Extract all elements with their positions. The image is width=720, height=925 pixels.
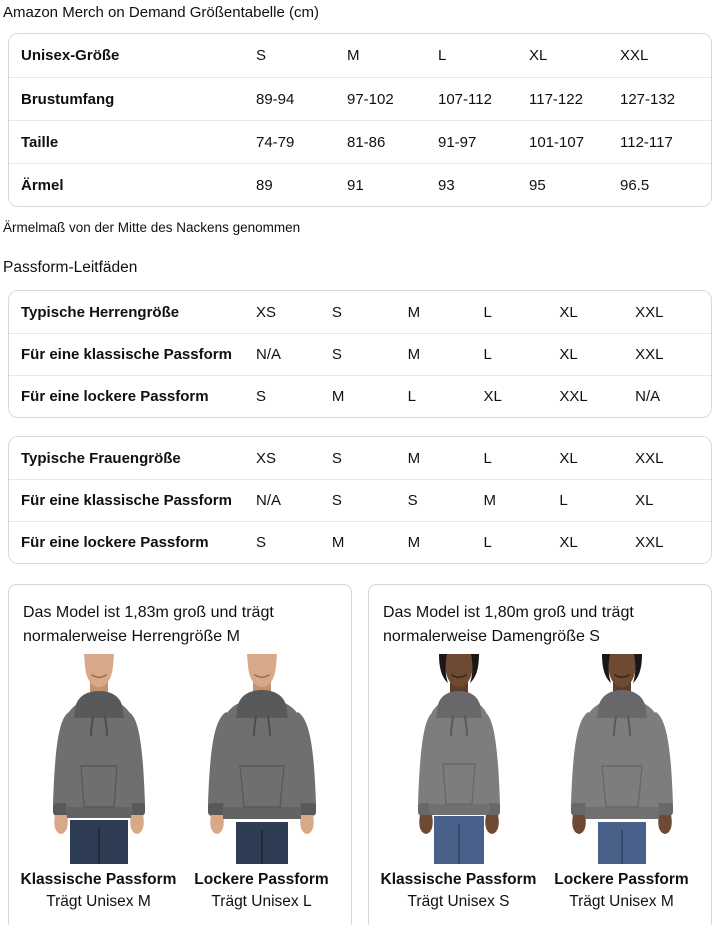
row-value: XXL <box>635 303 664 321</box>
model-cards-row <box>8 584 712 925</box>
row-value: XL <box>529 47 548 64</box>
row-value: 107-112 <box>438 90 492 108</box>
row-value: S <box>331 492 342 509</box>
row-value: XL <box>483 388 502 405</box>
female-model-card <box>368 584 712 925</box>
row-value: XXL <box>559 388 588 405</box>
row-value: 74-79 <box>256 133 295 151</box>
row-value: S <box>256 388 267 405</box>
male-classic-fit-label: Klassische Passform <box>20 871 177 888</box>
row-value: XL <box>559 534 578 551</box>
row-value: XXL <box>620 47 649 64</box>
row-value: XL <box>559 346 578 363</box>
table-row <box>9 163 711 206</box>
row-value: L <box>438 47 447 64</box>
row-value: 101-107 <box>529 133 585 151</box>
male-classic-size-label: Trägt Unisex M <box>46 893 151 910</box>
row-value: L <box>559 492 568 509</box>
row-value: 89 <box>256 176 273 194</box>
male-loose-fit-figure <box>180 654 343 912</box>
male-model-card <box>8 584 352 925</box>
mens-fit-table <box>8 290 712 418</box>
female-loose-size-label: Trägt Unisex M <box>569 893 674 910</box>
male-loose-hoodie-photo <box>192 654 332 864</box>
row-label: Ärmel <box>21 176 64 194</box>
row-value: XS <box>256 449 277 467</box>
row-value: 95 <box>529 176 546 194</box>
row-value: S <box>331 303 342 321</box>
row-value: XL <box>559 449 578 467</box>
table-row <box>9 375 711 417</box>
row-value: 117-122 <box>529 90 583 108</box>
row-value: M <box>407 449 421 467</box>
row-label: Typische Frauengröße <box>21 449 181 467</box>
womens-fit-table <box>8 436 712 564</box>
row-value: L <box>483 534 492 551</box>
female-model-heading: Das Model ist 1,80m groß und trägt normalerweise Damengröße S <box>383 604 634 645</box>
female-classic-fit-label: Klassische Passform <box>380 871 537 888</box>
row-value: M <box>407 303 421 321</box>
row-value: 96.5 <box>620 176 650 194</box>
female-classic-size-label: Trägt Unisex S <box>407 893 510 910</box>
row-value: 91 <box>347 176 364 194</box>
table-row <box>9 437 711 479</box>
female-loose-fit-figure <box>540 654 703 912</box>
row-label: Taille <box>21 133 59 151</box>
row-value: L <box>407 388 416 405</box>
row-value: XXL <box>635 534 664 551</box>
table-row <box>9 521 711 563</box>
row-value: 97-102 <box>347 90 394 108</box>
row-value: 112-117 <box>620 133 673 151</box>
female-loose-fit-label: Lockere Passform <box>554 871 689 888</box>
sleeve-measure-note: Ärmelmaß von der Mitte des Nackens genommen <box>3 220 301 235</box>
male-loose-size-label: Trägt Unisex L <box>211 893 312 910</box>
table-row <box>9 291 711 333</box>
row-value: XXL <box>635 449 664 467</box>
row-value: N/A <box>635 388 661 405</box>
row-value: XL <box>635 492 654 509</box>
male-classic-fit-figure <box>17 654 180 912</box>
row-value: XXL <box>635 346 664 363</box>
fit-guides-heading: Passform-Leitfäden <box>3 259 138 276</box>
row-value: XS <box>256 303 277 321</box>
row-value: M <box>331 534 345 551</box>
row-value: M <box>483 492 496 509</box>
row-label: Für eine lockere Passform <box>21 388 209 405</box>
male-classic-hoodie-photo <box>29 654 169 864</box>
female-classic-fit-figure <box>377 654 540 912</box>
row-label: Für eine klassische Passform <box>21 346 232 363</box>
male-loose-fit-label: Lockere Passform <box>194 871 329 888</box>
row-value: M <box>407 534 421 551</box>
row-value: 91-97 <box>438 133 477 151</box>
row-value: M <box>407 346 421 363</box>
row-value: L <box>483 303 492 321</box>
row-value: 93 <box>438 176 455 194</box>
row-value: S <box>407 492 418 509</box>
row-value: N/A <box>256 492 282 509</box>
row-value: L <box>483 449 492 467</box>
row-value: S <box>331 449 342 467</box>
row-value: M <box>331 388 345 405</box>
row-value: 89-94 <box>256 90 295 108</box>
unisex-size-table <box>8 33 712 207</box>
row-value: 127-132 <box>620 90 676 108</box>
row-label: Unisex-Größe <box>21 47 120 64</box>
female-classic-hoodie-photo <box>389 654 529 864</box>
female-figures-row <box>377 654 703 912</box>
row-label: Brustumfang <box>21 90 115 108</box>
page-title: Amazon Merch on Demand Größentabelle (cm) <box>3 4 319 21</box>
table-row <box>9 120 711 163</box>
row-value: S <box>256 47 267 64</box>
table-row <box>9 333 711 375</box>
row-label: Für eine klassische Passform <box>21 492 232 509</box>
row-value: M <box>347 47 360 64</box>
table-row <box>9 77 711 120</box>
male-model-heading: Das Model ist 1,83m groß und trägt normalerweise Herrengröße M <box>23 604 274 645</box>
table-row <box>9 479 711 521</box>
row-value: N/A <box>256 346 282 363</box>
row-value: L <box>483 346 492 363</box>
row-value: S <box>256 534 267 551</box>
row-label: Typische Herrengröße <box>21 303 180 321</box>
row-value: 81-86 <box>347 133 386 151</box>
row-value: S <box>331 346 342 363</box>
table-row <box>9 34 711 77</box>
row-label: Für eine lockere Passform <box>21 534 209 551</box>
row-value: XL <box>559 303 578 321</box>
female-loose-hoodie-photo <box>552 654 692 864</box>
male-figures-row <box>17 654 343 912</box>
